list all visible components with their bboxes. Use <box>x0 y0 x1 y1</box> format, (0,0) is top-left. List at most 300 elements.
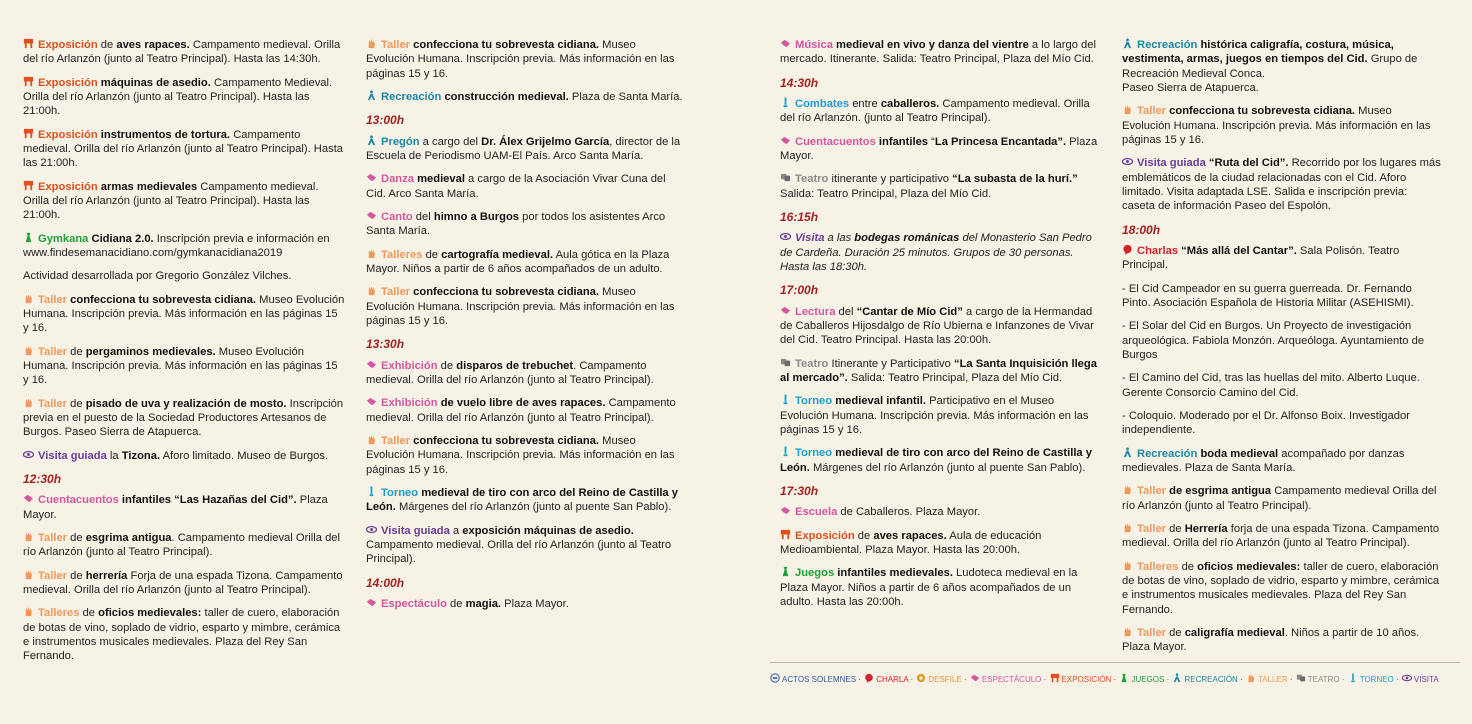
exposicion-icon <box>23 38 34 49</box>
entry-text: Campamento medieval. Orilla del río Arlanzón (junto al Teatro Principal). Hasta las 14:30h. <box>23 39 341 66</box>
category-label: Taller <box>38 293 68 306</box>
category-label: Exposición <box>38 39 98 51</box>
juegos-icon <box>1119 673 1129 683</box>
event-entry <box>23 493 345 522</box>
entry-text: del <box>835 305 857 318</box>
espectaculo-icon <box>780 305 791 316</box>
exposicion-icon <box>23 128 34 139</box>
entry-text: . Campamento medieval. Orilla del río Arlanzón (junto al Teatro Principal). <box>366 359 654 386</box>
torneo-icon <box>1348 673 1358 683</box>
entry-text: . Campamento medieval Orilla del río Arlanzón (junto al Teatro Principal). <box>23 531 341 559</box>
category-label: Talleres <box>381 248 423 261</box>
entry-highlight: confecciona tu sobrevesta cidiana. <box>413 434 600 447</box>
event-entry <box>366 434 684 477</box>
event-entry <box>366 524 684 567</box>
entry-text: de <box>1166 626 1185 639</box>
taller-icon <box>366 38 377 49</box>
category-label: Exposición <box>795 529 855 542</box>
taller-icon <box>23 606 34 617</box>
entry-text: Campamento medieval. Orilla del río Arlanzón (junto al Teatro Principal). <box>366 397 676 424</box>
entry-highlight: de esgrima antigua <box>1169 485 1272 498</box>
entry-text: Campamento medieval Orilla del río Arlanzón (junto al Teatro Principal). <box>1122 485 1437 512</box>
visita-icon <box>366 524 377 535</box>
entry-highlight: himno a Burgos <box>433 210 520 223</box>
time-heading: 14:30h <box>780 75 819 90</box>
entry-highlight: confecciona tu sobrevesta cidiana. <box>70 293 257 306</box>
espectaculo-icon <box>780 505 791 516</box>
entry-text: del Monasterio San Pedro de Cardeña. Duración 25 minutos. Grupos de 30 personas. Hasta las 18:30h. <box>780 232 1092 273</box>
entry-text: Grupo de Recreación Medieval Conca. <box>1122 53 1418 80</box>
taller-icon <box>1246 673 1256 683</box>
entry-text: Actividad desarrollada por Gregorio González Vilches. <box>23 270 292 283</box>
entry-highlight: herrería <box>85 569 128 582</box>
entry-highlight: La Princesa Encantada <box>934 135 1058 148</box>
category-label: Visita guiada <box>381 524 450 537</box>
entry-highlight: oficios medievales: <box>98 607 202 620</box>
recreacion-icon <box>1122 38 1133 49</box>
entry-highlight: histórica caligrafía, costura, música, vestimenta, armas, juegos en tiempos del Cid. <box>1122 39 1394 66</box>
entry-highlight: exposición máquinas de asedio. <box>462 524 634 537</box>
entry-text: itinerante y participativo <box>828 173 953 186</box>
category-label: Taller <box>38 569 68 582</box>
entry-highlight: “La Santa Inquisición llega al mercado”. <box>780 357 1097 384</box>
event-entry <box>1122 244 1442 273</box>
event-entry <box>780 135 1098 164</box>
event-entry <box>366 248 684 277</box>
entry-highlight: cartografía medieval. <box>441 248 554 261</box>
entry-text: Participativo en el Museo Evolución Humana. Inscripción previa. Más información en las páginas 15 y 16. <box>780 395 1089 436</box>
entry-text: taller de cuero, elaboración de botas de vino, soplado de vidrio, esparto y mimbre, cerámica e instrumentos musicales medievales. Plaza del Rey San Fernando. <box>1122 560 1440 616</box>
category-label: Cuentacuentos <box>38 494 119 507</box>
entry-highlight: “Más allá del Cantar”. <box>1181 244 1297 257</box>
entry-highlight: caballeros. <box>880 98 940 111</box>
event-entry <box>1122 560 1442 617</box>
entry-highlight: infantiles “Las Hazañas del Cid”. <box>121 494 297 507</box>
category-label: Gymkana <box>38 232 89 245</box>
taller-icon <box>366 434 377 445</box>
entry-highlight: disparos de trebuchet <box>456 359 574 372</box>
event-entry <box>1122 104 1442 147</box>
event-entry <box>366 396 684 425</box>
category-label: Taller <box>381 39 411 51</box>
taller-icon <box>366 248 377 259</box>
event-entry <box>23 345 345 388</box>
category-label: Torneo <box>795 395 833 408</box>
entry-text: forja de una espada Tizona. Campamento medieval. Orilla del río Arlanzón (junto al Teatro Principal). <box>1122 522 1440 550</box>
espectaculo-icon <box>366 597 377 608</box>
visita-icon <box>23 449 34 460</box>
entry-text: Inscripción previa e información en www.findesemanacidiano.com/gymkanacidiana2019 <box>23 232 330 259</box>
taller-icon <box>23 531 34 542</box>
time-heading: 18:00h <box>1122 222 1161 237</box>
entry-text: Plaza Mayor. <box>780 135 1098 162</box>
entry-text: de <box>437 359 457 372</box>
entry-text: Museo Evolución Humana. Inscripción previa. Más información en las páginas 15 y 16. <box>366 286 675 327</box>
category-label: Juegos <box>795 567 835 580</box>
entry-text: . Niños a partir de 10 años. Plaza Mayor. <box>1122 626 1420 654</box>
event-entry <box>23 569 345 598</box>
entry-highlight: Cidiana 2.0. <box>91 232 154 245</box>
entry-text: de <box>67 531 86 544</box>
event-entry <box>1122 38 1442 95</box>
entry-text: Museo Evolución Humana. Inscripción previa. Más información en las páginas 15 y 16. <box>366 39 675 80</box>
entry-text: Plaza de Santa María. <box>568 90 683 103</box>
entry-highlight: máquinas de asedio. <box>100 76 211 89</box>
entry-text: de <box>79 607 99 620</box>
event-entry <box>366 597 684 611</box>
taller-icon <box>23 293 34 304</box>
entry-highlight: “Cantar de Mío Cid” <box>856 305 963 318</box>
category-label: Exposición <box>38 76 98 89</box>
entry-text: Inscripción previa en el puesto de la Sociedad Productores Artesanos de Burgos. Paseo Sierra de Atapuerca. <box>23 397 344 439</box>
column-1 <box>23 38 345 673</box>
category-label: Cuentacuentos <box>795 135 876 148</box>
entry-highlight: pisado de uva y realización de mosto. <box>85 397 287 410</box>
entry-highlight: “La subasta de la hurí.” <box>952 173 1078 186</box>
entry-text: Plaza Mayor. <box>23 494 328 521</box>
category-label: Taller <box>381 286 411 299</box>
entry-highlight: boda medieval <box>1200 447 1279 460</box>
entry-text: acompañado por danzas medievales. Plaza de Santa María. <box>1122 447 1405 474</box>
entry-text: Márgenes del río Arlanzón (junto al puente San Pablo). <box>809 461 1086 474</box>
legend-item: VISITA <box>1402 673 1439 685</box>
entry-highlight: medieval de tiro con arco del Reino de Castilla y León. <box>366 486 678 514</box>
entry-text: de <box>854 529 874 542</box>
entry-text: de <box>67 569 86 582</box>
time-heading: 13:30h <box>366 337 405 352</box>
time-heading: 13:00h <box>366 113 405 128</box>
entry-highlight: ”. <box>1057 135 1067 148</box>
legend-item: TORNEO · <box>1348 673 1399 685</box>
entry-text: entre <box>849 98 881 111</box>
entry-highlight: confecciona tu sobrevesta cidiana. <box>413 286 600 299</box>
event-entry <box>780 305 1098 348</box>
entry-highlight: bodegas románicas <box>854 232 960 245</box>
entry-text: Campamento medieval. Orilla del río Arlanzón (junto al Teatro Principal). Hasta las 21:00h. <box>23 180 319 222</box>
taller-icon <box>1122 626 1133 637</box>
category-label: Teatro <box>795 173 829 186</box>
espectaculo-icon <box>23 493 34 504</box>
event-entry <box>23 38 345 67</box>
entry-highlight: construcción medieval. <box>444 90 569 103</box>
entry-highlight: de vuelo libre de aves rapaces. <box>440 397 606 410</box>
entry-highlight: instrumentos de tortura. <box>100 128 231 141</box>
event-entry <box>1122 522 1442 551</box>
entry-text: de <box>67 345 86 358</box>
actos-solemnes-icon <box>770 673 780 683</box>
entry-highlight: aves rapaces. <box>873 529 947 542</box>
event-entry <box>366 135 684 164</box>
entry-highlight: medieval en vivo y danza del vientre <box>836 39 1029 51</box>
espectaculo-icon <box>970 673 980 683</box>
column-4 <box>1122 38 1442 664</box>
entry-highlight: magia. <box>465 597 502 610</box>
event-entry <box>780 231 1098 274</box>
taller-icon <box>366 285 377 296</box>
category-label: Visita guiada <box>1137 157 1206 170</box>
legend-item: TALLER · <box>1246 673 1293 685</box>
category-label: Charlas <box>1137 244 1179 257</box>
entry-text: de Caballeros. Plaza Mayor. <box>837 506 981 519</box>
event-entry <box>780 97 1098 126</box>
teatro-icon <box>1296 673 1306 683</box>
event-entry <box>780 566 1098 609</box>
entry-text: Salida: Teatro Principal, Plaza del Mío Cid. <box>780 187 992 200</box>
talk-item: - Coloquio. Moderado por el Dr. Alfonso Boix. Investigador independiente. <box>1122 409 1410 437</box>
entry-highlight: oficios medievales: <box>1197 560 1301 573</box>
entry-highlight: armas medievales <box>100 180 198 193</box>
event-entry <box>1122 156 1442 213</box>
entry-text: de <box>1178 560 1198 573</box>
category-label: Visita <box>795 232 825 245</box>
entry-highlight: Herrería <box>1184 522 1228 535</box>
recreacion-icon <box>1172 673 1182 683</box>
category-label: Danza <box>381 173 414 186</box>
entry-text: Sala Polisón. Teatro Principal. <box>1122 244 1400 272</box>
category-label: Pregón <box>381 135 420 148</box>
exposicion-icon <box>23 180 34 191</box>
entry-highlight: Dr. Álex Grijelmo García <box>481 135 610 148</box>
category-label: Visita guiada <box>38 449 107 462</box>
taller-icon <box>1122 484 1133 495</box>
legend-item: DESFILE · <box>916 673 966 685</box>
recreacion-icon <box>366 135 377 146</box>
entry-text: a las <box>824 232 855 245</box>
exposicion-icon <box>23 76 34 87</box>
entry-text: Aula de educación Medioambiental. Plaza Mayor. Hasta las 20:00h. <box>780 529 1042 556</box>
entry-text: de <box>1166 522 1185 535</box>
entry-text: de <box>446 597 466 610</box>
talk-item: - El Cid Campeador en su guerra guerreada. Dr. Fernando Pinto. Asociación Española de Historia Militar (ASEHISMI). <box>1122 282 1414 309</box>
entry-text: Márgenes del río Arlanzón (junto al puente San Pablo). <box>395 501 672 514</box>
event-entry <box>1122 447 1442 476</box>
event-entry <box>366 285 684 328</box>
taller-icon <box>1122 104 1133 115</box>
charla-icon <box>1122 244 1133 255</box>
category-label: Exhibición <box>381 359 438 372</box>
time-heading: 12:30h <box>23 471 62 486</box>
espectaculo-icon <box>780 135 791 146</box>
event-note <box>23 269 345 283</box>
legend-item: ACTOS SOLEMNES · <box>770 673 861 685</box>
entry-text: de <box>422 248 442 261</box>
event-entry <box>780 172 1098 201</box>
talk-item: - El Solar del Cid en Burgos. Un Proyecto de investigación arqueológica. Fabiola Monzón. Arqueóloga. Ayuntamiento de Burgos <box>1122 320 1425 361</box>
category-label: Espectáculo <box>381 597 447 610</box>
event-entry <box>780 38 1098 67</box>
category-label: Exposición <box>38 128 98 141</box>
event-entry <box>1122 626 1442 655</box>
entry-text: de <box>97 39 117 51</box>
legend-item: ESPECTÁCULO · <box>970 673 1046 685</box>
category-label: Música <box>795 39 833 51</box>
entry-text: la <box>106 449 122 462</box>
juegos-icon <box>780 566 791 577</box>
category-label: Exposición <box>38 180 98 193</box>
entry-highlight: aves rapaces. <box>116 39 190 51</box>
entry-text: , director de la Escuela de Periodismo UAM-El País. Arco Santa María. <box>366 135 681 162</box>
entry-highlight: Tizona. <box>121 449 161 462</box>
talk-item: - El Camino del Cid, tras las huellas del mito. Alberto Luque. Gerente Consorcio Camino del Cid. <box>1122 372 1420 399</box>
teatro-icon <box>780 357 791 368</box>
event-entry <box>23 76 345 119</box>
taller-icon <box>1122 522 1133 533</box>
event-entry <box>23 449 345 463</box>
event-entry <box>23 293 345 336</box>
entry-text: taller de cuero, elaboración de botas de vino, soplado de vidrio, esparto y mimbre, cerámica e instrumentos musicales medievales. Plaza del Rey San Fernando. <box>23 607 341 663</box>
event-entry <box>780 529 1098 558</box>
event-entry <box>23 128 345 171</box>
category-label: Taller <box>38 397 68 410</box>
entry-highlight: medieval <box>417 173 465 186</box>
event-entry <box>366 90 684 104</box>
charla-icon <box>864 673 874 683</box>
entry-text: de <box>67 397 86 410</box>
entry-text: Campamento medieval. Orilla del río Arlanzón. (junto al Teatro Principal). <box>780 98 1090 125</box>
event-entry <box>23 397 345 440</box>
entry-text: del <box>412 210 434 223</box>
category-label: Talleres <box>1137 560 1179 573</box>
entry-highlight: confecciona tu sobrevesta cidiana. <box>413 39 600 51</box>
entry-text: Museo Evolución Humana. Inscripción previa. Más información en las páginas 15 y 16. <box>1122 105 1431 146</box>
visita-icon <box>1122 156 1133 167</box>
entry-text: Campamento medieval. Orilla del río Arlanzón (junto al Teatro Principal). Hasta las 21:00h. <box>23 128 344 170</box>
category-label: Taller <box>1137 626 1167 639</box>
event-entry <box>366 210 684 239</box>
event-entry <box>23 606 345 663</box>
event-entry <box>780 446 1098 475</box>
entry-text: Plaza Mayor. <box>501 597 569 610</box>
entry-highlight: esgrima antigua <box>85 531 172 544</box>
category-label: Talleres <box>38 607 80 620</box>
teatro-icon <box>780 172 791 183</box>
legend-item: JUEGOS · <box>1119 673 1169 685</box>
entry-text: Recorrido por los lugares más emblemáticos de la ciudad relacionadas con el Cid. Aforo limitado. Visita adaptada LSE. Salida e inscripción previa: caseta de información Paseo del Espolón. <box>1122 157 1441 213</box>
entry-highlight: infantiles <box>878 135 929 148</box>
time-heading: 17:00h <box>780 283 819 298</box>
entry-text: a cargo de la Asociación Vivar Cuna del Cid. Arco Santa María. <box>366 173 666 200</box>
legend <box>770 662 1460 685</box>
entry-highlight: medieval infantil. <box>835 395 926 408</box>
category-label: Combates <box>795 98 850 111</box>
entry-highlight: confecciona tu sobrevesta cidiana. <box>1169 105 1356 118</box>
entry-text: Forja de una espada Tizona. Campamento medieval. Orilla del río Arlanzón (junto al Teatro Principal). <box>23 569 343 596</box>
entry-highlight: medieval de tiro con arco del Reino de Castilla y León. <box>780 447 1092 474</box>
entry-text: Paseo Sierra de Atapuerca. <box>1122 81 1259 94</box>
espectaculo-icon <box>366 172 377 183</box>
entry-text: Museo Evolución Humana. Inscripción previa. Más información en las páginas 15 y 16. <box>23 293 345 335</box>
desfile-icon <box>916 673 926 683</box>
category-label: Taller <box>38 345 68 358</box>
event-entry <box>1122 484 1442 513</box>
entry-text: Aforo limitado. Museo de Burgos. <box>160 449 328 462</box>
category-label: Lectura <box>795 305 836 318</box>
entry-text: a cargo del <box>419 135 482 148</box>
event-entry <box>23 531 345 560</box>
time-heading: 14:00h <box>366 575 405 590</box>
entry-text: Ludoteca medieval en la Plaza Mayor. Niños a partir de 6 años acompañados de un adulto. Hasta las 20:00h. <box>780 567 1078 608</box>
entry-highlight: pergaminos medievales. <box>85 345 216 358</box>
exposicion-icon <box>780 529 791 540</box>
event-entry <box>23 232 345 261</box>
visita-icon <box>1402 673 1412 683</box>
entry-text: Aula gótica en la Plaza Mayor. Niños a partir de 6 años acompañados de un adulto. <box>366 248 670 275</box>
category-label: Torneo <box>795 447 833 460</box>
entry-highlight: “Ruta del Cid”. <box>1208 157 1289 170</box>
entry-text: a lo largo del mercado. Itinerante. Salida: Teatro Principal, Plaza del Mío Cid. <box>780 39 1096 66</box>
category-label: Taller <box>1137 105 1167 118</box>
entry-text: Salida: Teatro Principal, Plaza del Mío Cid. <box>847 372 1063 384</box>
entry-text: a cargo de la Hermandad de Caballeros Hijosdalgo de Río Ubierna e Infanzones de Vivar del Cid. Teatro Principal. Hasta las 20:00h. <box>780 305 1094 347</box>
espectaculo-icon <box>366 210 377 221</box>
taller-icon <box>23 569 34 580</box>
category-label: Escuela <box>795 506 838 519</box>
entry-highlight: caligrafía medieval <box>1184 626 1285 639</box>
category-label: Recreación <box>1137 39 1198 51</box>
event-entry <box>366 486 684 515</box>
category-label: Taller <box>381 434 411 447</box>
taller-icon <box>23 397 34 408</box>
espectaculo-icon <box>366 396 377 407</box>
entry-text: “ <box>928 135 935 148</box>
event-entry <box>23 180 345 223</box>
event-entry <box>366 172 684 201</box>
category-label: Taller <box>1137 485 1167 498</box>
event-entry <box>780 505 1098 519</box>
legend-item: RECREACIÓN · <box>1172 673 1242 685</box>
entry-highlight: infantiles medievales. <box>837 567 953 580</box>
entry-text: Itinerante y Participativo <box>828 357 954 370</box>
espectaculo-icon <box>366 359 377 370</box>
entry-text: a <box>449 524 463 537</box>
entry-text: Museo Evolución Humana. Inscripción previa. Más información en las páginas 15 y 16. <box>23 345 338 387</box>
legend-item: EXPOSICIÓN · <box>1050 673 1117 685</box>
category-label: Taller <box>38 531 68 544</box>
visita-icon <box>780 231 791 242</box>
legend-item: TEATRO · <box>1296 673 1345 685</box>
recreacion-icon <box>366 90 377 101</box>
event-entry <box>366 38 684 81</box>
torneo-icon <box>780 446 791 457</box>
category-label: Taller <box>1137 522 1167 535</box>
event-entry <box>780 394 1098 437</box>
entry-text: Museo Evolución Humana. Inscripción previa. Más información en las páginas 15 y 16. <box>366 434 675 476</box>
torneo-icon <box>366 486 377 497</box>
time-heading: 17:30h <box>780 483 819 498</box>
entry-text: por todos los asistentes Arco Santa María. <box>366 210 666 238</box>
column-2 <box>366 38 684 620</box>
juegos-icon <box>23 232 34 243</box>
category-label: Recreación <box>1137 447 1198 460</box>
entry-text: Campamento medieval. Orilla del río Arlanzón (junto al Teatro Principal). <box>366 538 672 566</box>
category-label: Exhibición <box>381 397 438 410</box>
taller-icon <box>1122 560 1133 571</box>
column-3 <box>780 38 1098 618</box>
category-label: Teatro <box>795 357 829 370</box>
taller-icon <box>23 345 34 356</box>
event-entry <box>780 357 1098 386</box>
time-heading: 16:15h <box>780 209 819 224</box>
category-label: Recreación <box>381 90 442 103</box>
event-entry <box>366 359 684 388</box>
entry-text: Campamento Medieval. Orilla del río Arlanzón (junto al Teatro Principal). Hasta las 21:00h. <box>23 76 333 118</box>
category-label: Canto <box>381 210 413 223</box>
category-label: Torneo <box>381 486 419 499</box>
torneo-icon <box>780 97 791 108</box>
recreacion-icon <box>1122 447 1133 458</box>
legend-item: CHARLA · <box>864 673 913 685</box>
exposicion-icon <box>1050 673 1060 683</box>
